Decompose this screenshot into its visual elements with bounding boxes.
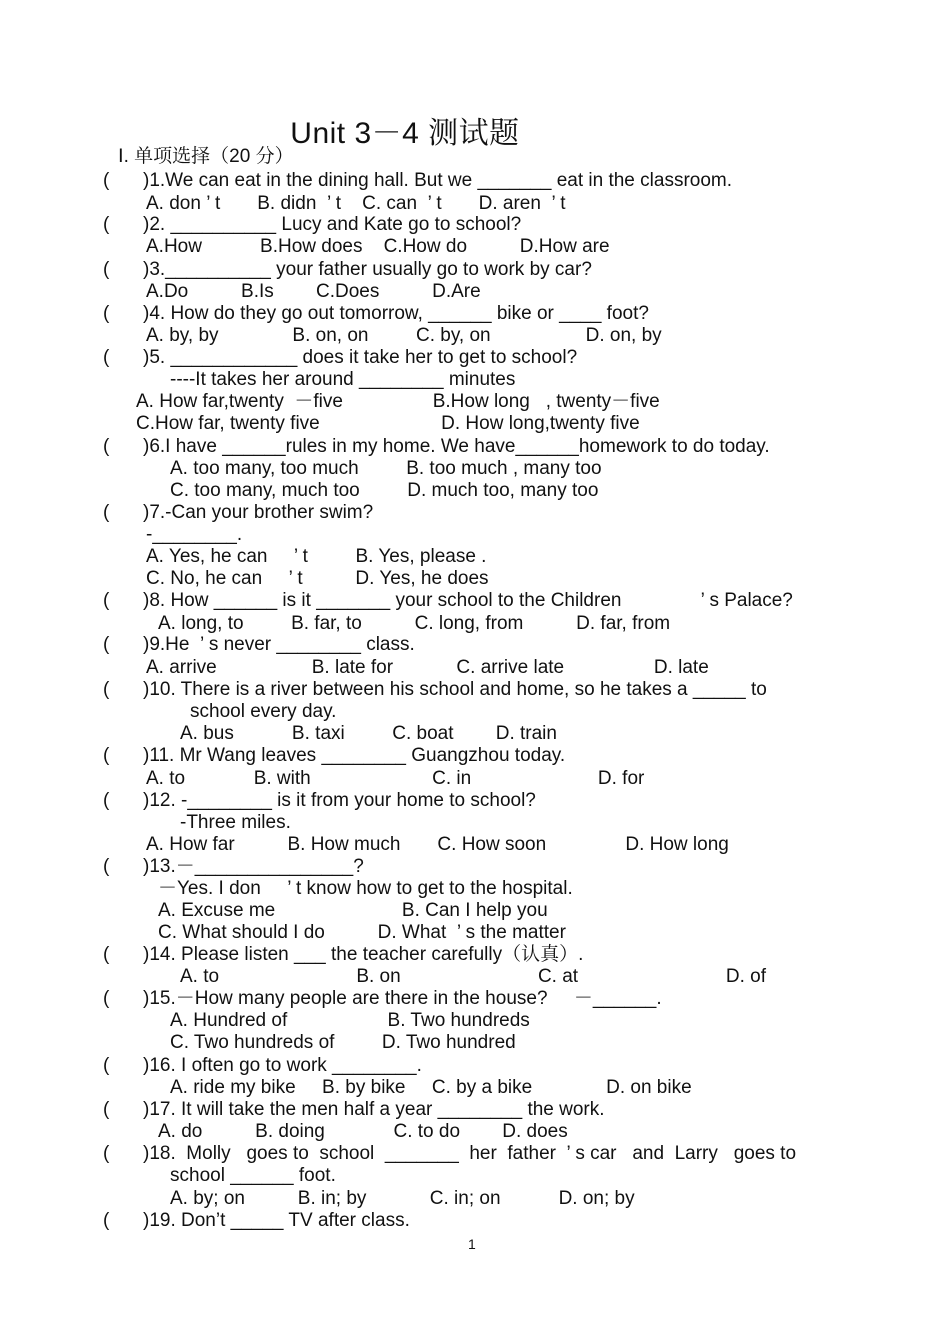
question-continuation: ----It takes her around ________ minutes xyxy=(170,369,516,390)
answer-bracket: ( xyxy=(103,790,110,811)
answer-bracket: ( xyxy=(103,745,110,766)
answer-options: A.How B.How does C.How do D.How are xyxy=(146,236,610,257)
answer-options: A. ride my bike B. by bike C. by a bike D. on bike xyxy=(170,1077,692,1098)
question-stem: )14. Please listen ___ the teacher carefully（认真）. xyxy=(143,944,584,965)
answer-options: C. too many, much too D. much too, many too xyxy=(170,480,599,501)
answer-options: A. by; on B. in; by C. in; on D. on; by xyxy=(170,1188,635,1209)
answer-bracket: ( xyxy=(103,590,110,611)
question-stem: )10. There is a river between his school and home, so he takes a _____ to xyxy=(143,679,767,700)
answer-options: A. Yes, he can ’ t B. Yes, please . xyxy=(146,546,487,567)
answer-bracket: ( xyxy=(103,436,110,457)
answer-options: A. don ’ t B. didn ’ t C. can ’ t D. aren ’ t xyxy=(146,193,566,214)
question-continuation: -________. xyxy=(146,524,243,545)
answer-options: A. by, by B. on, on C. by, on D. on, by xyxy=(146,325,662,346)
answer-bracket: ( xyxy=(103,259,110,280)
question-stem: )2. __________ Lucy and Kate go to school? xyxy=(143,214,522,235)
answer-options: A. to B. on C. at D. of xyxy=(180,966,766,987)
question-stem: )4. How do they go out tomorrow, ______ bike or ____ foot? xyxy=(143,303,649,324)
answer-options: A. too many, too much B. too much , many too xyxy=(170,458,602,479)
question-stem: )7.-Can your brother swim? xyxy=(143,502,374,523)
answer-options: A. How far,twenty －five B.How long , twenty－five xyxy=(136,391,660,412)
section-heading: Ⅰ. 单项选择（20 分） xyxy=(118,146,294,167)
answer-bracket: ( xyxy=(103,214,110,235)
question-continuation: －Yes. I don ’ t know how to get to the hospital. xyxy=(158,878,573,899)
answer-bracket: ( xyxy=(103,988,110,1009)
question-continuation: school every day. xyxy=(190,701,337,722)
answer-bracket: ( xyxy=(103,1055,110,1076)
question-continuation: school ______ foot. xyxy=(170,1165,336,1186)
answer-options: A. to B. with C. in D. for xyxy=(146,768,645,789)
answer-options: A. bus B. taxi C. boat D. train xyxy=(180,723,557,744)
answer-bracket: ( xyxy=(103,679,110,700)
question-stem: )19. Don’t _____ TV after class. xyxy=(143,1210,410,1231)
answer-options: C.How far, twenty five D. How long,twenty five xyxy=(136,413,640,434)
question-stem: )17. It will take the men half a year ________ the work. xyxy=(143,1099,605,1120)
answer-options: C. Two hundreds of D. Two hundred xyxy=(170,1032,516,1053)
answer-bracket: ( xyxy=(103,170,110,191)
question-stem: )9.He ’ s never ________ class. xyxy=(143,634,415,655)
answer-options: A. Hundred of B. Two hundreds xyxy=(170,1010,530,1031)
answer-options: A. How far B. How much C. How soon D. How long xyxy=(146,834,729,855)
question-stem: )12. -________ is it from your home to school? xyxy=(143,790,536,811)
answer-bracket: ( xyxy=(103,347,110,368)
question-stem: )11. Mr Wang leaves ________ Guangzhou today. xyxy=(143,745,566,766)
question-stem: )15.－How many people are there in the house? －______. xyxy=(143,988,662,1009)
answer-options: A.Do B.Is C.Does D.Are xyxy=(146,281,481,302)
answer-bracket: ( xyxy=(103,502,110,523)
page-number: 1 xyxy=(468,1236,476,1252)
answer-options: A. Excuse me B. Can I help you xyxy=(158,900,548,921)
answer-options: A. arrive B. late for C. arrive late D. late xyxy=(146,657,709,678)
question-stem: )18. Molly goes to school _______ her father ’ s car and Larry goes to xyxy=(143,1143,797,1164)
answer-options: A. long, to B. far, to C. long, from D. far, from xyxy=(158,613,671,634)
answer-bracket: ( xyxy=(103,856,110,877)
question-stem: )6.I have ______rules in my home. We have______homework to do today. xyxy=(143,436,770,457)
answer-options: C. What should I do D. What ’ s the matter xyxy=(158,922,566,943)
question-stem: )3.__________ your father usually go to work by car? xyxy=(143,259,592,280)
question-continuation: -Three miles. xyxy=(180,812,291,833)
page-title: Unit 3－4 测试题 xyxy=(290,117,520,150)
answer-bracket: ( xyxy=(103,303,110,324)
answer-bracket: ( xyxy=(103,944,110,965)
question-stem: )1.We can eat in the dining hall. But we _______ eat in the classroom. xyxy=(143,170,733,191)
answer-bracket: ( xyxy=(103,634,110,655)
question-stem: )5. ____________ does it take her to get to school? xyxy=(143,347,578,368)
answer-options: C. No, he can ’ t D. Yes, he does xyxy=(146,568,489,589)
answer-bracket: ( xyxy=(103,1143,110,1164)
answer-bracket: ( xyxy=(103,1210,110,1231)
question-stem: )13.－_______________? xyxy=(143,856,364,877)
answer-options: A. do B. doing C. to do D. does xyxy=(158,1121,568,1142)
question-stem: )16. I often go to work ________. xyxy=(143,1055,422,1076)
question-stem: )8. How ______ is it _______ your school to the Children ’ s Palace? xyxy=(143,590,793,611)
answer-bracket: ( xyxy=(103,1099,110,1120)
